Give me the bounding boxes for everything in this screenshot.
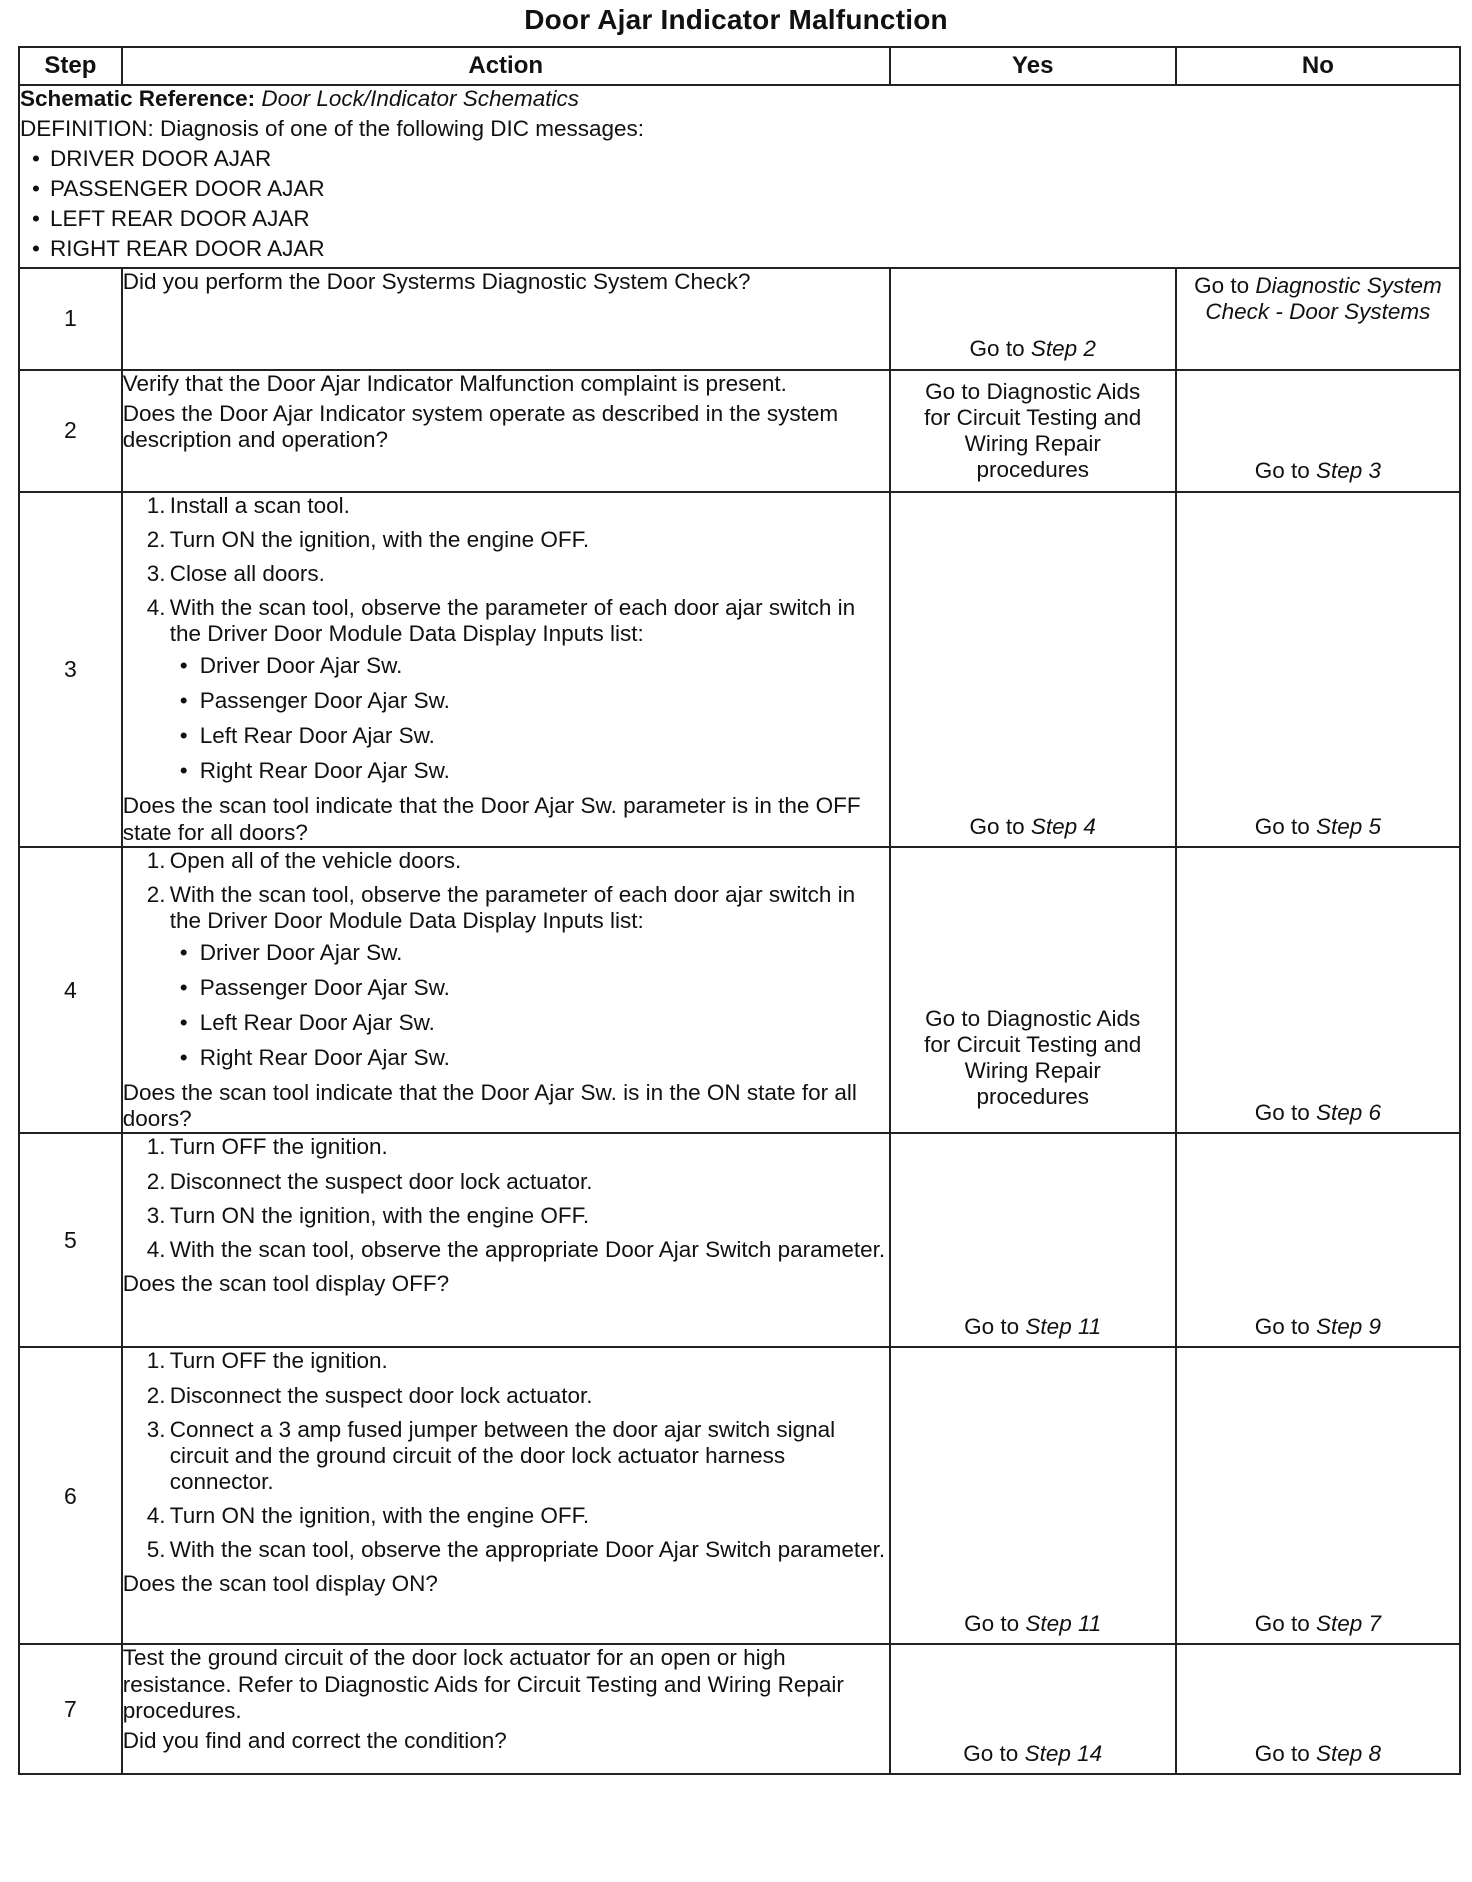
procedure-item: 2. Turn ON the ignition, with the engine OFF. [146,526,590,552]
step-number: 3 [19,492,122,847]
action-cell [122,847,890,1134]
no-result [1177,814,1459,840]
header-step: Step [19,47,122,85]
step-row-6 [19,1347,1460,1644]
no-prefix: Go to [1254,458,1310,484]
procedure-item: 1. Open all of the vehicle doors. [146,847,462,873]
action-cell [122,1644,890,1774]
procedure-item: 4. Turn ON the ignition, with the engine OFF. [146,1502,590,1528]
yes-target: Step 14 [1024,1741,1103,1767]
step-number: 1 [19,268,122,370]
action-cell [122,492,890,847]
yes-result [891,1314,1175,1340]
no-prefix: Go to [1254,1100,1310,1126]
action-cell [122,370,890,492]
yes-target: Step 11 [1025,1611,1102,1637]
yes-cell [890,1644,1176,1774]
dic-message: • LEFT REAR DOOR AJAR [20,206,1459,232]
yes-result: Go to Diagnostic Aids for Circuit Testing and Wiring Repair procedures [924,378,1142,482]
step-number: 2 [19,370,122,492]
yes-result [891,1611,1175,1637]
procedure-item: 3. Turn ON the ignition, with the engine OFF. [146,1202,590,1228]
procedure-item: 2. With the scan tool, observe the parameter of each door ajar switch in the Driver Door Module Data Display Inputs list: • Driver Door Ajar Sw. • Passenger Door Ajar Sw. • Left Rear Door Ajar Sw. • Right Rear Door Ajar Sw. [123,882,889,1072]
no-prefix: Go to [1194,272,1250,298]
no-target: Step 7 [1316,1611,1382,1637]
no-target: Step 6 [1316,1100,1382,1126]
yes-prefix: Go to [969,813,1025,839]
yes-target: Step 4 [1030,813,1096,839]
dic-message: • DRIVER DOOR AJAR [20,146,1459,172]
no-result [1177,273,1459,325]
dic-message: • PASSENGER DOOR AJAR [20,176,1459,202]
yes-prefix: Go to [963,1741,1019,1767]
no-target: Step 5 [1316,813,1382,839]
switch-item: • Passenger Door Ajar Sw. [170,688,889,714]
header-yes: Yes [890,47,1176,85]
table-header-row [19,47,1460,85]
step-row-3 [19,492,1460,847]
no-cell [1176,1644,1460,1774]
step-row-4 [19,847,1460,1134]
procedure-item: 4. With the scan tool, observe the parameter of each door ajar switch in the Driver Door Module Data Display Inputs list: • Driver Door Ajar Sw. • Passenger Door Ajar Sw. • Left Rear Door Ajar Sw. • Right Rear Door Ajar Sw. [123,595,889,785]
no-result [1177,1100,1459,1126]
question-text: Did you find and correct the condition? [122,1727,507,1753]
action-cell [122,1347,890,1644]
procedure-list [123,848,889,1072]
switch-list [170,653,889,784]
yes-cell [890,268,1176,370]
diagnostic-table [18,46,1461,1775]
switch-item: • Passenger Door Ajar Sw. [170,975,889,1001]
schematic-reference [20,86,1459,112]
no-target: Step 8 [1316,1741,1382,1767]
yes-target: Step 2 [1030,336,1096,362]
procedure-list [123,1134,889,1262]
yes-cell [890,847,1176,1134]
question-text: Does the scan tool display ON? [122,1571,438,1597]
no-prefix: Go to [1254,1611,1310,1637]
question-text: Did you perform the Door Systerms Diagnostic System Check? [122,268,751,294]
dic-message: • RIGHT REAR DOOR AJAR [20,236,1459,262]
page-title: Door Ajar Indicator Malfunction [524,4,948,35]
dic-message-list [20,146,1459,262]
no-cell [1176,370,1460,492]
no-result [1177,458,1459,484]
no-target: Step 9 [1316,1314,1382,1340]
yes-cell [890,492,1176,847]
step-row-1 [19,268,1460,370]
switch-item: • Driver Door Ajar Sw. [170,653,889,679]
action-cell [122,268,890,370]
yes-cell [890,1347,1176,1644]
step-row-7 [19,1644,1460,1774]
no-prefix: Go to [1254,1314,1310,1340]
step-number: 7 [19,1644,122,1774]
schematic-value: Door Lock/Indicator Schematics [261,86,580,111]
header-action: Action [122,47,890,85]
schematic-label: Schematic Reference: [20,86,256,111]
definition-text: DEFINITION: Diagnosis of one of the following DIC messages: [20,116,645,142]
definition-row [19,85,1460,268]
procedure-item: 2. Disconnect the suspect door lock actuator. [146,1168,593,1194]
procedure-item: 2. Disconnect the suspect door lock actuator. [146,1382,593,1408]
no-result [1177,1314,1459,1340]
step-number: 6 [19,1347,122,1644]
instruction-text: Verify that the Door Ajar Indicator Malfunction complaint is present. [122,370,787,396]
definition-cell [19,85,1460,268]
no-cell [1176,492,1460,847]
no-result [1177,1611,1459,1637]
question-text: Does the scan tool display OFF? [122,1270,450,1296]
procedure-item: 5. With the scan tool, observe the appropriate Door Ajar Switch parameter. [146,1537,886,1562]
no-cell [1176,1347,1460,1644]
no-prefix: Go to [1254,1741,1310,1767]
yes-result: Go to Diagnostic Aids for Circuit Testing and Wiring Repair procedures [924,1006,1142,1110]
no-cell [1176,847,1460,1134]
step-row-5 [19,1133,1460,1347]
step-number: 5 [19,1133,122,1347]
yes-target: Step 11 [1025,1314,1102,1340]
instruction-text: Test the ground circuit of the door lock actuator for an open or high resistance. Refer to Diagnostic Aids for Circuit Testing and Wiring Repair procedures. [122,1645,844,1723]
no-result [1177,1741,1459,1767]
no-target: Diagnostic System Check - Door Systems [1205,272,1442,324]
question-text: Does the scan tool indicate that the Door Ajar Sw. is in the ON state for all doors? [122,1080,857,1132]
switch-item: • Left Rear Door Ajar Sw. [170,1010,889,1036]
action-cell [122,1133,890,1347]
yes-cell [890,370,1176,492]
yes-prefix: Go to [964,1314,1020,1340]
step-row-2 [19,370,1460,492]
procedure-item: 3. Close all doors. [146,560,325,586]
yes-prefix: Go to [969,336,1025,362]
no-prefix: Go to [1254,813,1310,839]
procedure-item: 4. With the scan tool, observe the appropriate Door Ajar Switch parameter. [146,1236,886,1262]
question-text: Does the Door Ajar Indicator system operate as described in the system description and operation? [122,400,839,452]
procedure-item: 3. Connect a 3 amp fused jumper between the door ajar switch signal circuit and the ground circuit of the door lock actuator harness connector. [146,1416,836,1494]
step-number: 4 [19,847,122,1134]
yes-result [891,814,1175,840]
procedure-list [123,1348,889,1563]
switch-item: • Right Rear Door Ajar Sw. [170,1045,889,1071]
switch-item: • Left Rear Door Ajar Sw. [170,723,889,749]
no-cell [1176,1133,1460,1347]
no-cell [1176,268,1460,370]
yes-cell [890,1133,1176,1347]
procedure-item: 1. Install a scan tool. [146,492,350,518]
no-target: Step 3 [1316,458,1382,484]
procedure-list [123,493,889,785]
procedure-item: 1. Turn OFF the ignition. [146,1134,388,1160]
switch-item: • Driver Door Ajar Sw. [170,940,889,966]
procedure-item: 1. Turn OFF the ignition. [146,1348,388,1374]
switch-list [170,940,889,1071]
question-text: Does the scan tool indicate that the Door Ajar Sw. parameter is in the OFF state for all doors? [122,793,861,845]
yes-result [891,336,1175,362]
header-no: No [1176,47,1460,85]
yes-prefix: Go to [964,1611,1020,1637]
yes-result [891,1741,1175,1767]
switch-item: • Right Rear Door Ajar Sw. [170,758,889,784]
